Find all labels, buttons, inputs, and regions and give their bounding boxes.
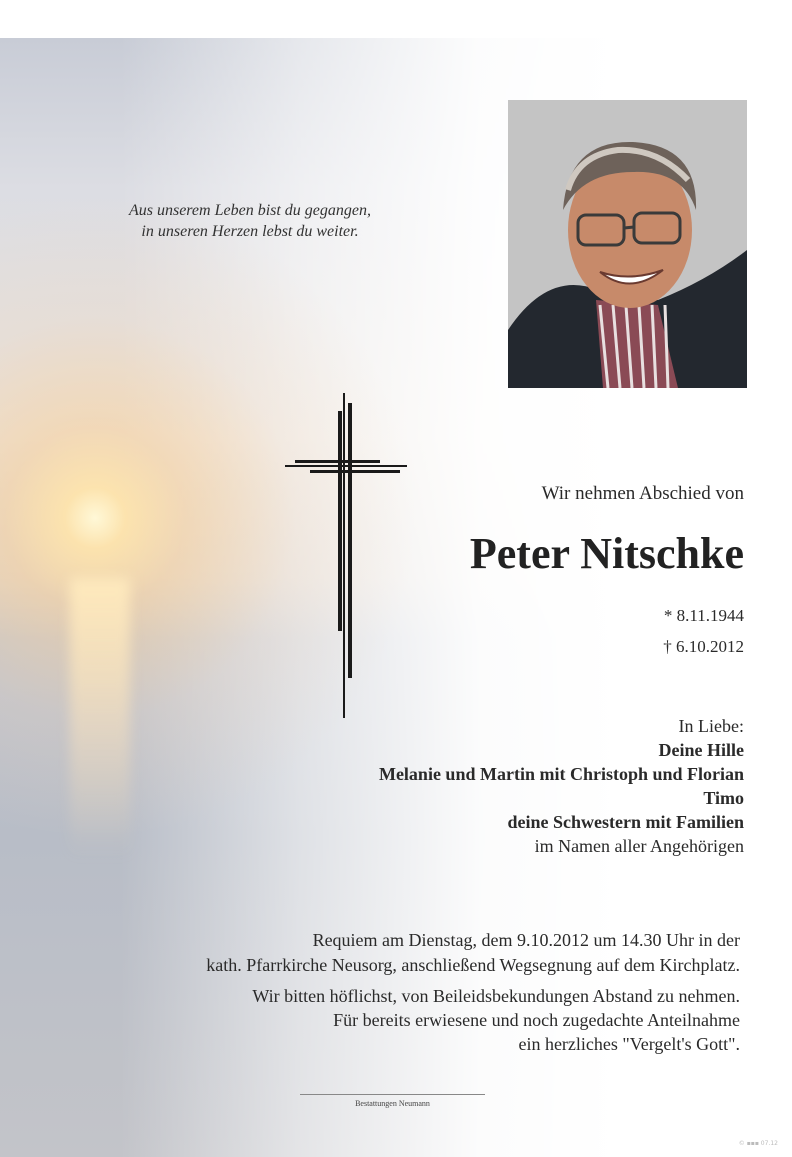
thanks-line-1: Wir bitten höflichst, von Beileidsbekundungen Abstand zu nehmen. (252, 986, 740, 1006)
mourners-list (379, 714, 744, 858)
sun-reflection (70, 578, 130, 858)
requiem-line-2: kath. Pfarrkirche Neusorg, anschließend Wegsegnung auf dem Kirchplatz. (206, 955, 740, 975)
birth-date: * 8.11.1944 (663, 606, 744, 625)
mourner-3: Timo (703, 788, 744, 808)
cross-icon (270, 393, 420, 718)
quote-line-2: in unseren Herzen lebst du weiter. (141, 223, 359, 240)
mourners-closing: im Namen aller Angehörigen (534, 836, 744, 856)
requiem-line-1: Requiem am Dienstag, dem 9.10.2012 um 14.30 Uhr in der (312, 930, 740, 950)
footer-divider (300, 1094, 485, 1095)
mourner-1: Deine Hille (658, 740, 744, 760)
life-dates (663, 600, 744, 662)
portrait-illustration (508, 100, 747, 388)
thanks-notice (252, 984, 740, 1056)
requiem-notice (206, 928, 740, 978)
mourners-heading: In Liebe: (678, 716, 744, 736)
thanks-line-2: Für bereits erwiesene und noch zugedachte Anteilnahme (333, 1010, 740, 1030)
portrait-photo (508, 100, 747, 388)
mourner-2: Melanie und Martin mit Christoph und Florian (378, 764, 744, 784)
quote-line-1: Aus unserem Leben bist du gegangen, (128, 202, 372, 219)
memorial-quote (90, 200, 410, 242)
watermark: © ▪▪▪ 07.12 (738, 1140, 778, 1147)
deceased-name: Peter Nitschke (469, 529, 744, 578)
mourner-4: deine Schwestern mit Familien (507, 812, 744, 832)
obituary-card (0, 38, 792, 1157)
death-date: † 6.10.2012 (663, 637, 744, 656)
thanks-line-3: ein herzliches "Vergelt's Gott". (518, 1034, 740, 1054)
funeral-home-credit: Bestattungen Neumann (355, 1099, 430, 1108)
farewell-intro: Wir nehmen Abschied von (541, 483, 744, 504)
